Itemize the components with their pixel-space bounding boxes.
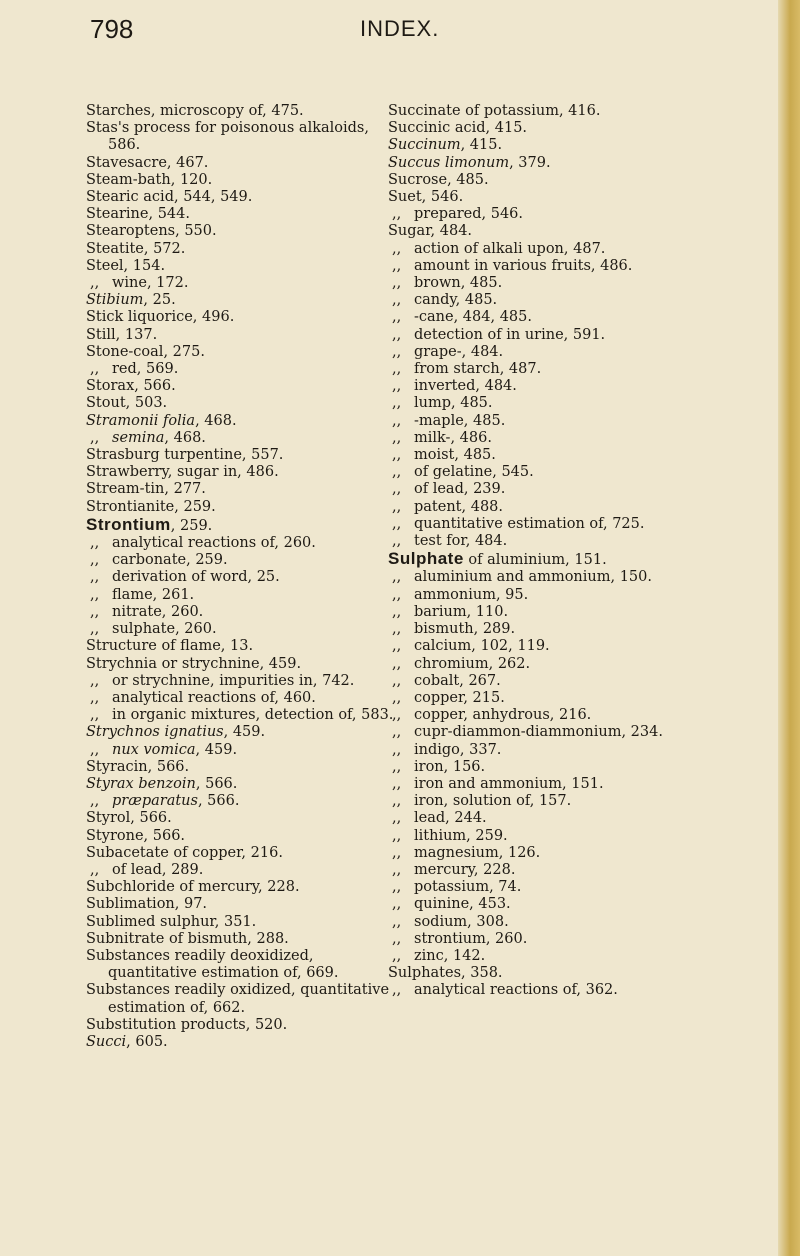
ditto-mark: ,, xyxy=(392,257,402,274)
entry-text: Succinic acid, 415. xyxy=(388,120,528,137)
entry-text: grape-, 484. xyxy=(414,343,504,360)
index-subentry xyxy=(388,776,706,793)
index-entry xyxy=(86,914,404,931)
ditto-mark: ,, xyxy=(392,913,402,930)
index-entry xyxy=(388,120,706,137)
entry-text: Succus limonum, 379. xyxy=(388,154,551,171)
index-subentry xyxy=(86,361,404,378)
index-subentry xyxy=(388,862,706,879)
entry-text: calcium, 102, 119. xyxy=(414,638,550,655)
index-subentry xyxy=(86,862,404,879)
ditto-mark: ,, xyxy=(392,930,402,947)
entry-text: indigo, 337. xyxy=(414,741,502,758)
ditto-mark: ,, xyxy=(392,672,402,689)
entry-text: of gelatine, 545. xyxy=(414,464,534,481)
index-subentry xyxy=(388,206,706,223)
index-subentry xyxy=(86,604,404,621)
entry-text: Sucrose, 485. xyxy=(388,171,489,188)
index-entry xyxy=(86,103,404,120)
entry-text: Storax, 566. xyxy=(86,378,176,395)
index-entry xyxy=(86,879,404,896)
entry-text: of lead, 239. xyxy=(414,481,506,498)
index-subentry xyxy=(388,327,706,344)
index-subentry xyxy=(388,828,706,845)
entry-text: Still, 137. xyxy=(86,326,158,343)
index-entry xyxy=(86,948,404,982)
entry-text: Succi, 605. xyxy=(86,1033,168,1050)
entry-text: prepared, 546. xyxy=(414,206,524,223)
entry-text: Starches, microscopy of, 475. xyxy=(86,103,304,119)
index-subentry xyxy=(388,604,706,621)
entry-text: Stavesacre, 467. xyxy=(86,154,209,171)
entry-text: Strychnia or strychnine, 459. xyxy=(86,655,302,672)
entry-text: iron and ammonium, 151. xyxy=(414,775,604,792)
index-entry xyxy=(388,189,706,206)
index-entry xyxy=(86,258,404,275)
ditto-mark: ,, xyxy=(90,689,100,706)
entry-text: Succinum, 415. xyxy=(388,137,503,154)
index-subentry xyxy=(388,759,706,776)
index-entry xyxy=(86,481,404,498)
entry-text: copper, 215. xyxy=(414,689,505,706)
index-subentry xyxy=(388,673,706,690)
entry-text: nux vomica, 459. xyxy=(112,741,238,758)
index-entry xyxy=(86,499,404,516)
entry-text: Sublimed sulphur, 351. xyxy=(86,913,257,930)
entry-text: Stream-tin, 277. xyxy=(86,481,206,498)
entry-text: Strawberry, sugar in, 486. xyxy=(86,464,279,481)
ditto-mark: ,, xyxy=(392,947,402,964)
entry-text: analytical reactions of, 260. xyxy=(112,535,316,552)
ditto-mark: ,, xyxy=(392,982,402,999)
index-subentry xyxy=(388,533,706,550)
index-subentry xyxy=(388,621,706,638)
index-subentry xyxy=(388,464,706,481)
entry-text: wine, 172. xyxy=(112,275,189,292)
index-subentry xyxy=(388,879,706,896)
index-entry xyxy=(86,776,404,793)
entry-text: brown, 485. xyxy=(414,275,503,292)
ditto-mark: ,, xyxy=(392,827,402,844)
index-subentry xyxy=(86,535,404,552)
index-subentry xyxy=(86,275,404,292)
index-subentry xyxy=(86,552,404,569)
index-subentry xyxy=(86,707,404,724)
ditto-mark: ,, xyxy=(392,498,402,515)
entry-text: cupr-diammon-diammonium, 234. xyxy=(414,724,663,741)
ditto-mark: ,, xyxy=(392,395,402,412)
index-entry xyxy=(86,413,404,430)
index-entry xyxy=(86,155,404,172)
ditto-mark: ,, xyxy=(90,672,100,689)
entry-text: Strychnos ignatius, 459. xyxy=(86,724,266,741)
entry-text: Stout, 503. xyxy=(86,395,168,412)
index-subentry xyxy=(388,344,706,361)
index-subentry xyxy=(388,499,706,516)
index-subentry xyxy=(388,982,706,999)
ditto-mark: ,, xyxy=(90,569,100,586)
entry-text: in organic mixtures, detection of, 583. xyxy=(112,707,394,724)
index-subentry xyxy=(388,948,706,965)
index-subentry xyxy=(86,690,404,707)
entry-text: Stibium, 25. xyxy=(86,292,176,309)
index-entry xyxy=(388,223,706,240)
entry-text: sodium, 308. xyxy=(414,913,509,930)
index-entry xyxy=(86,1017,404,1034)
entry-text: potassium, 74. xyxy=(414,879,522,896)
index-subentry xyxy=(388,690,706,707)
entry-text: Sublimation, 97. xyxy=(86,896,208,913)
entry-text: nitrate, 260. xyxy=(112,603,204,620)
ditto-mark: ,, xyxy=(392,861,402,878)
ditto-mark: ,, xyxy=(392,844,402,861)
ditto-mark: ,, xyxy=(90,429,100,446)
ditto-mark: ,, xyxy=(392,275,402,292)
entry-text: strontium, 260. xyxy=(414,930,528,947)
index-entry xyxy=(388,155,706,172)
ditto-mark: ,, xyxy=(392,515,402,532)
entry-text: detection of in urine, 591. xyxy=(414,326,606,343)
entry-text: præparatus, 566. xyxy=(112,793,240,810)
page-header xyxy=(0,14,780,42)
index-entry xyxy=(86,172,404,189)
ditto-mark: ,, xyxy=(392,758,402,775)
index-entry xyxy=(86,656,404,673)
ditto-mark: ,, xyxy=(90,552,100,569)
ditto-mark: ,, xyxy=(90,586,100,603)
ditto-mark: ,, xyxy=(392,638,402,655)
index-subentry xyxy=(86,569,404,586)
index-entry xyxy=(86,327,404,344)
entry-text: Substitution products, 520. xyxy=(86,1016,288,1033)
ditto-mark: ,, xyxy=(392,879,402,896)
entry-text: Styracin, 566. xyxy=(86,758,190,775)
ditto-mark: ,, xyxy=(392,292,402,309)
index-subentry xyxy=(388,914,706,931)
index-entry xyxy=(86,896,404,913)
entry-text: action of alkali upon, 487. xyxy=(414,240,606,257)
index-entry xyxy=(86,982,404,1016)
entry-text: semina, 468. xyxy=(112,429,206,446)
index-subentry xyxy=(388,587,706,604)
entry-text: patent, 488. xyxy=(414,498,504,515)
entry-text: of lead, 289. xyxy=(112,861,204,878)
index-entry xyxy=(86,845,404,862)
index-subentry xyxy=(86,587,404,604)
ditto-mark: ,, xyxy=(392,707,402,724)
index-entry xyxy=(86,828,404,845)
entry-text: quantitative estimation of, 725. xyxy=(414,515,645,532)
index-subentry xyxy=(86,621,404,638)
ditto-mark: ,, xyxy=(392,793,402,810)
ditto-mark: ,, xyxy=(392,309,402,326)
index-entry xyxy=(86,309,404,326)
entry-text: Styrax benzoin, 566. xyxy=(86,775,238,792)
index-column-left xyxy=(86,103,404,1051)
index-entry xyxy=(86,638,404,655)
ditto-mark: ,, xyxy=(90,275,100,292)
entry-text: Sulphates, 358. xyxy=(388,965,503,982)
index-subentry xyxy=(388,241,706,258)
entry-text: Stearic acid, 544, 549. xyxy=(86,189,253,206)
entry-text: Subchloride of mercury, 228. xyxy=(86,879,300,896)
ditto-mark: ,, xyxy=(392,603,402,620)
index-entry xyxy=(388,965,706,982)
index-entry xyxy=(86,931,404,948)
entry-text: analytical reactions of, 460. xyxy=(112,689,316,706)
index-subentry xyxy=(388,724,706,741)
page-number: 798 xyxy=(90,14,134,44)
ditto-mark: ,, xyxy=(392,533,402,550)
index-entry xyxy=(86,292,404,309)
entry-text: amount in various fruits, 486. xyxy=(414,257,633,274)
index-subentry xyxy=(388,309,706,326)
index-entry xyxy=(86,189,404,206)
entry-text: Strasburg turpentine, 557. xyxy=(86,447,284,464)
index-subentry xyxy=(388,292,706,309)
entry-text: Stas's process for poisonous alkaloids, 586. xyxy=(86,120,369,154)
entry-text: bismuth, 289. xyxy=(414,621,516,638)
ditto-mark: ,, xyxy=(392,689,402,706)
ditto-mark: ,, xyxy=(392,412,402,429)
index-entry xyxy=(86,516,404,535)
entry-text: Stone-coal, 275. xyxy=(86,343,205,360)
index-subentry xyxy=(388,275,706,292)
ditto-mark: ,, xyxy=(392,464,402,481)
ditto-mark: ,, xyxy=(90,603,100,620)
entry-text: Styrone, 566. xyxy=(86,827,186,844)
index-subentry xyxy=(388,481,706,498)
ditto-mark: ,, xyxy=(392,621,402,638)
entry-text: sulphate, 260. xyxy=(112,621,217,638)
entry-text: Strontium, 259. xyxy=(86,514,213,534)
ditto-mark: ,, xyxy=(392,361,402,378)
ditto-mark: ,, xyxy=(392,447,402,464)
index-subentry xyxy=(388,447,706,464)
index-entry xyxy=(86,206,404,223)
ditto-mark: ,, xyxy=(392,724,402,741)
ditto-mark: ,, xyxy=(392,586,402,603)
index-subentry xyxy=(388,430,706,447)
index-entry xyxy=(86,378,404,395)
entry-text: quinine, 453. xyxy=(414,896,511,913)
entry-text: copper, anhydrous, 216. xyxy=(414,707,592,724)
page-edge xyxy=(778,0,800,1256)
index-column-right xyxy=(388,103,706,1000)
ditto-mark: ,, xyxy=(90,707,100,724)
index-subentry xyxy=(388,395,706,412)
entry-text: Steatite, 572. xyxy=(86,240,186,257)
entry-text: Succinate of potassium, 416. xyxy=(388,103,601,119)
index-entry xyxy=(86,1034,404,1051)
entry-text: chromium, 262. xyxy=(414,655,531,672)
index-entry xyxy=(86,759,404,776)
entry-text: Subacetate of copper, 216. xyxy=(86,844,283,861)
entry-text: flame, 261. xyxy=(112,586,195,603)
ditto-mark: ,, xyxy=(90,621,100,638)
index-subentry xyxy=(388,793,706,810)
ditto-mark: ,, xyxy=(90,793,100,810)
index-subentry xyxy=(388,707,706,724)
index-entry xyxy=(86,241,404,258)
index-entry xyxy=(388,550,706,569)
ditto-mark: ,, xyxy=(90,361,100,378)
entry-text: lead, 244. xyxy=(414,810,487,827)
entry-text: -maple, 485. xyxy=(414,412,506,429)
entry-text: mercury, 228. xyxy=(414,861,516,878)
entry-text: or strychnine, impurities in, 742. xyxy=(112,672,355,689)
entry-text: Stearine, 544. xyxy=(86,206,190,223)
entry-text: lump, 485. xyxy=(414,395,493,412)
index-subentry xyxy=(388,516,706,533)
ditto-mark: ,, xyxy=(392,326,402,343)
entry-text: from starch, 487. xyxy=(414,361,542,378)
entry-text: Styrol, 566. xyxy=(86,810,172,827)
index-subentry xyxy=(388,742,706,759)
entry-text: Substances readily oxidized, quantitative estimation of, 662. xyxy=(86,982,390,1016)
index-entry xyxy=(86,223,404,240)
entry-text: Sugar, 484. xyxy=(388,223,473,240)
entry-text: -cane, 484, 485. xyxy=(414,309,532,326)
index-entry xyxy=(86,810,404,827)
index-subentry xyxy=(388,361,706,378)
index-entry xyxy=(86,724,404,741)
entry-text: analytical reactions of, 362. xyxy=(414,982,618,999)
index-subentry xyxy=(86,742,404,759)
ditto-mark: ,, xyxy=(392,896,402,913)
entry-text: iron, solution of, 157. xyxy=(414,793,572,810)
ditto-mark: ,, xyxy=(392,481,402,498)
ditto-mark: ,, xyxy=(392,741,402,758)
entry-text: Stick liquorice, 496. xyxy=(86,309,235,326)
ditto-mark: ,, xyxy=(90,741,100,758)
index-entry xyxy=(86,447,404,464)
entry-text: red, 569. xyxy=(112,361,179,378)
entry-text: carbonate, 259. xyxy=(112,552,228,569)
ditto-mark: ,, xyxy=(392,378,402,395)
index-subentry xyxy=(388,810,706,827)
entry-text: Substances readily deoxidized, quantitative estimation of, 669. xyxy=(86,947,339,982)
entry-text: milk-, 486. xyxy=(414,429,492,446)
index-entry xyxy=(86,120,404,154)
index-entry xyxy=(86,395,404,412)
entry-text: inverted, 484. xyxy=(414,378,517,395)
entry-text: aluminium and ammonium, 150. xyxy=(414,569,652,586)
index-subentry xyxy=(86,793,404,810)
index-subentry xyxy=(388,656,706,673)
running-head: INDEX. xyxy=(360,16,440,41)
entry-text: zinc, 142. xyxy=(414,947,486,964)
entry-text: moist, 485. xyxy=(414,447,496,464)
entry-text: candy, 485. xyxy=(414,292,498,309)
ditto-mark: ,, xyxy=(392,206,402,223)
entry-text: Stearoptens, 550. xyxy=(86,223,217,240)
ditto-mark: ,, xyxy=(392,810,402,827)
ditto-mark: ,, xyxy=(392,655,402,672)
index-subentry xyxy=(388,569,706,586)
index-subentry xyxy=(388,896,706,913)
index-subentry xyxy=(388,413,706,430)
index-subentry xyxy=(388,931,706,948)
ditto-mark: ,, xyxy=(392,343,402,360)
index-subentry xyxy=(86,673,404,690)
index-subentry xyxy=(388,638,706,655)
entry-text: Strontianite, 259. xyxy=(86,498,216,515)
entry-text: iron, 156. xyxy=(414,758,486,775)
ditto-mark: ,, xyxy=(90,861,100,878)
index-subentry xyxy=(86,430,404,447)
index-entry xyxy=(86,344,404,361)
ditto-mark: ,, xyxy=(392,240,402,257)
entry-text: Sulphate of aluminium, 151. xyxy=(388,549,607,569)
ditto-mark: ,, xyxy=(90,535,100,552)
entry-text: derivation of word, 25. xyxy=(112,569,280,586)
entry-text: magnesium, 126. xyxy=(414,844,541,861)
index-entry xyxy=(86,464,404,481)
entry-text: test for, 484. xyxy=(414,533,508,550)
index-entry xyxy=(388,103,706,120)
entry-text: lithium, 259. xyxy=(414,827,508,844)
entry-text: Suet, 546. xyxy=(388,189,464,206)
entry-text: Steam-bath, 120. xyxy=(86,171,213,188)
entry-text: Steel, 154. xyxy=(86,257,166,274)
ditto-mark: ,, xyxy=(392,429,402,446)
entry-text: cobalt, 267. xyxy=(414,672,501,689)
entry-text: Stramonii folia, 468. xyxy=(86,412,237,429)
index-entry xyxy=(388,137,706,154)
entry-text: Subnitrate of bismuth, 288. xyxy=(86,930,289,947)
index-subentry xyxy=(388,845,706,862)
ditto-mark: ,, xyxy=(392,569,402,586)
ditto-mark: ,, xyxy=(392,775,402,792)
entry-text: Structure of flame, 13. xyxy=(86,638,254,655)
entry-text: barium, 110. xyxy=(414,603,509,620)
index-subentry xyxy=(388,378,706,395)
index-subentry xyxy=(388,258,706,275)
index-entry xyxy=(388,172,706,189)
entry-text: ammonium, 95. xyxy=(414,586,529,603)
